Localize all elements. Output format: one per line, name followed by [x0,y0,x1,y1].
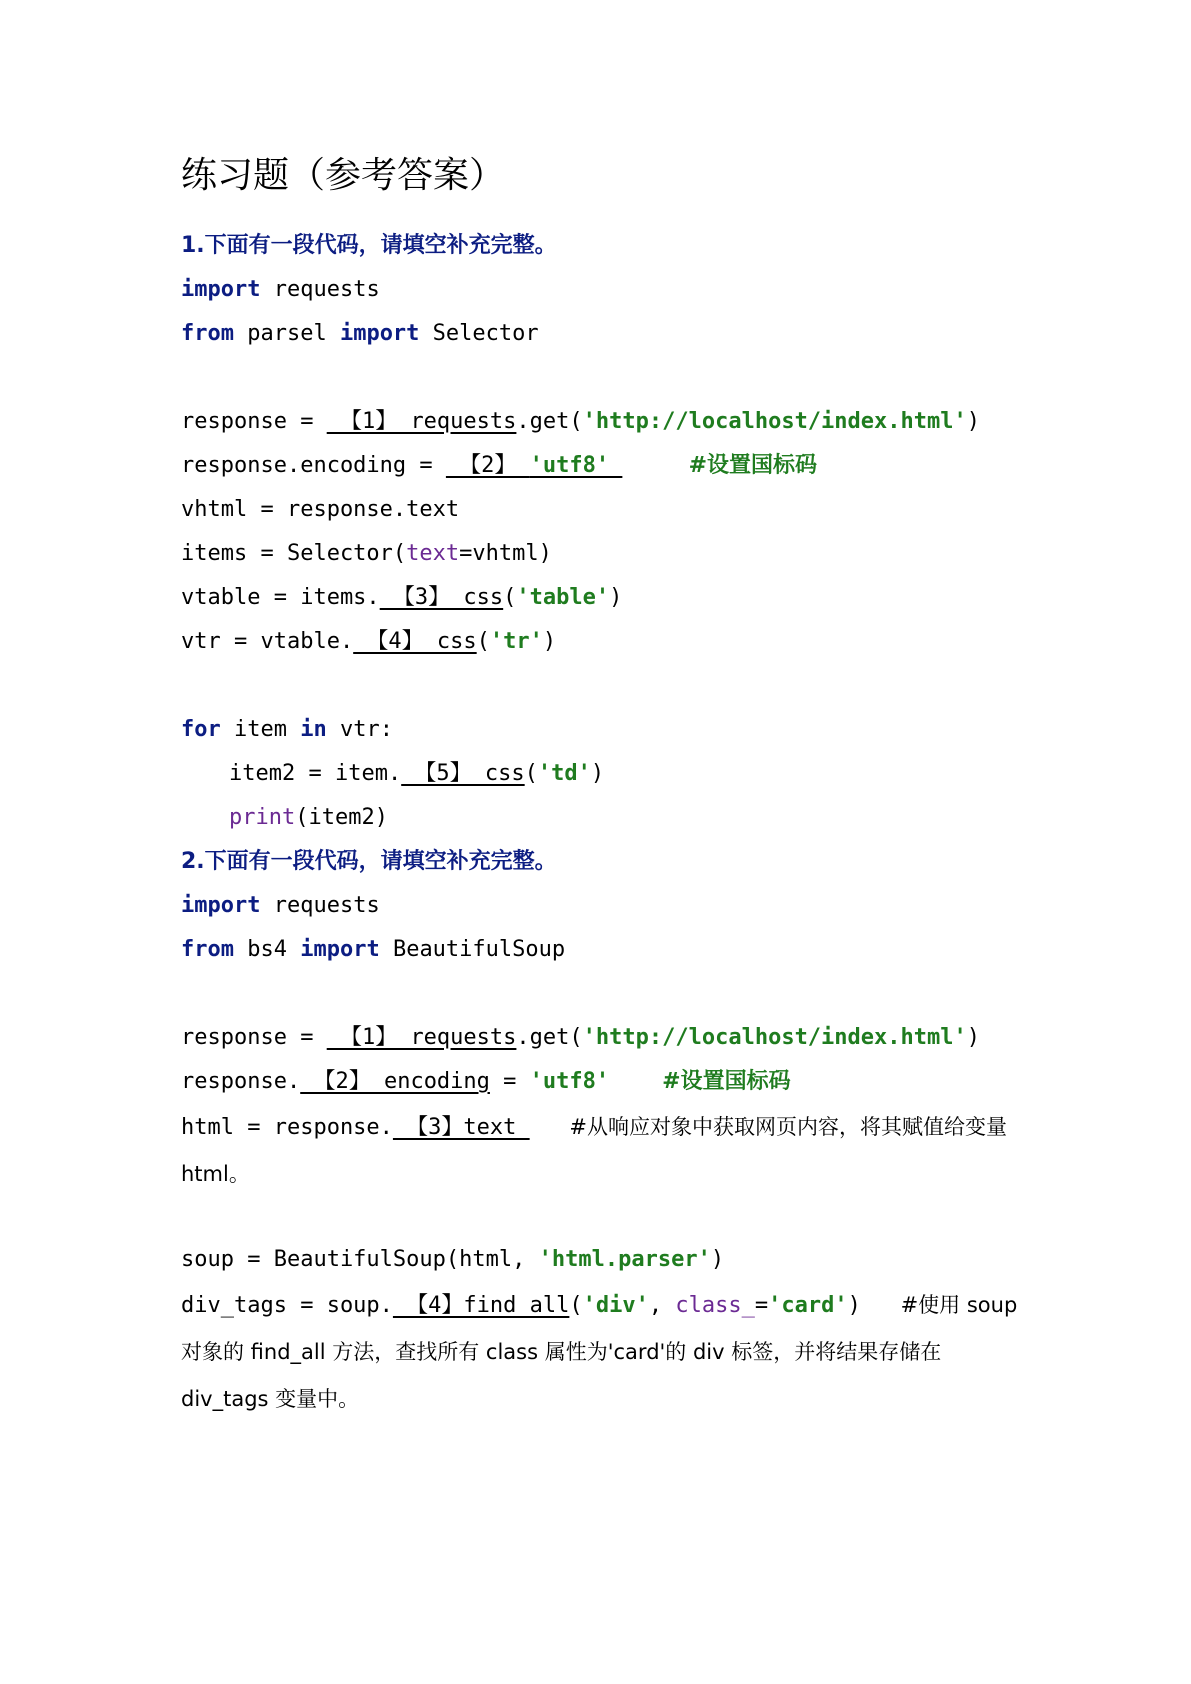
q1-line-vhtml: vhtml = response.text [181,497,460,522]
q1-blank-2: 【2】 'utf8' [445,453,623,478]
q2-html-comment: #从响应对象中获取网页内容，将其赋值给变量 html。 [181,1115,1007,1186]
q2-blank-3: 【3】text [392,1115,530,1140]
q1-line-items: items = Selector(text=vhtml) [181,541,552,566]
q2-blank-2: 【2】 encoding [300,1069,490,1094]
q1-line-for: for item in vtr: [181,717,393,742]
q2-blank-4: 【4】find_all [392,1293,570,1318]
q2-line-html: html = response. 【3】text #从响应对象中获取网页内容，将其赋值给变量 html。 [181,1115,1007,1186]
q1-blank-1: 【1】 requests [326,409,517,434]
q1-line-encoding: response.encoding = 【2】 'utf8' #设置国标码 [181,453,818,478]
q2-line-import: import requests [181,893,380,918]
question-1-heading: 1.下面有一段代码，请填空补充完整。 [181,233,557,258]
q1-line-print: print(item2) [229,805,388,830]
q2-line-encoding: response. 【2】 encoding = 'utf8' #设置国标码 [181,1069,791,1094]
q2-line-soup: soup = BeautifulSoup(html, 'html.parser') [181,1247,725,1272]
q1-line-vtr: vtr = vtable. 【4】 css('tr') [181,629,557,654]
q1-blank-5: 【5】 css [401,761,525,786]
q1-line-import: import requests [181,277,380,302]
q1-blank-3: 【3】 css [379,585,504,610]
q1-blank-4: 【4】 css [353,629,477,654]
page-title: 练习题（参考答案） [181,155,506,196]
q2-line-from: from bs4 import BeautifulSoup [181,937,566,962]
q1-line-vtable: vtable = items. 【3】 css('table') [181,585,623,610]
q2-line-response: response = 【1】 requests.get('http://localhost/index.html') [181,1025,980,1050]
q1-line-item2: item2 = item. 【5】 css('td') [229,761,605,786]
q1-line-from: from parsel import Selector [181,321,539,346]
q2-div-comment: #使用 soup 对象的 find_all 方法，查找所有 class 属性为'card'的 div 标签，并将结果存储在 div_tags 变量中。 [181,1293,1018,1411]
q1-line-response: response = 【1】 requests.get('http://localhost/index.html') [181,409,980,434]
question-2-heading: 2.下面有一段代码，请填空补充完整。 [181,849,557,874]
q2-blank-1: 【1】 requests [326,1025,517,1050]
q2-line-div-tags: div_tags = soup. 【4】find_all('div', class_='card') #使用 soup 对象的 find_all 方法，查找所有 class 属性为'card'的 div 标签，并将结果存储在 div_tags 变量中。 [181,1293,1018,1411]
